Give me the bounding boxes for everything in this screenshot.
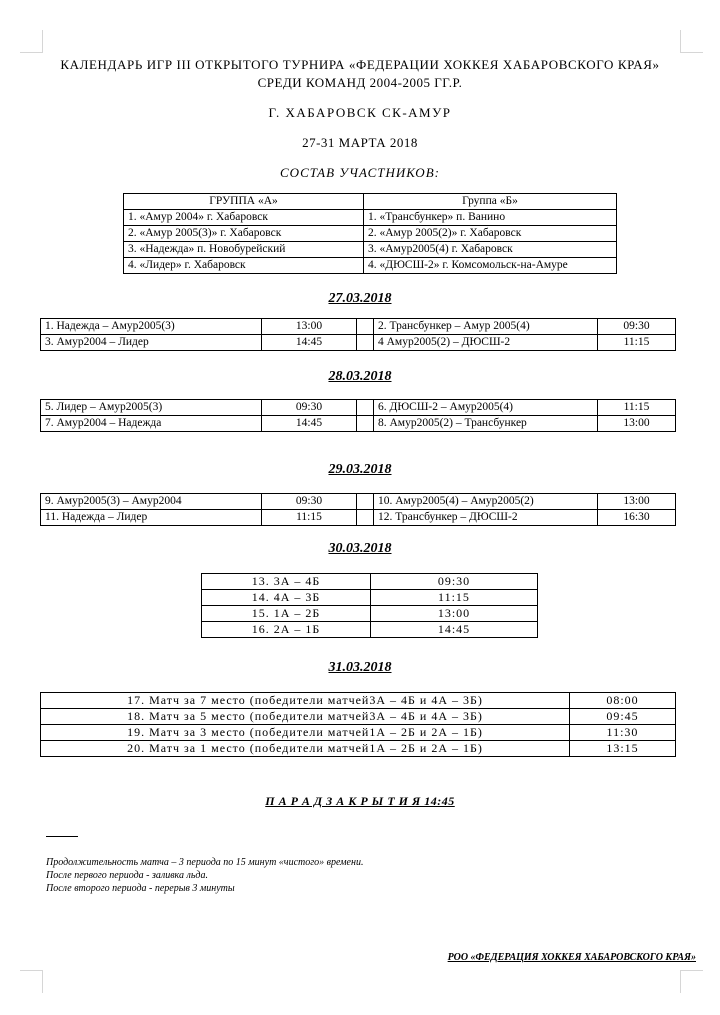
table-row bbox=[41, 693, 676, 709]
day1-schedule-table bbox=[40, 318, 676, 351]
day4-schedule-table bbox=[201, 573, 538, 638]
match-cell: 3. Амур2004 – Лидер bbox=[41, 335, 262, 351]
time-cell: 11:15 bbox=[598, 335, 676, 351]
match-cell: 19. Матч за 3 место (победители матчей1А – 2Б и 2А – 1Б) bbox=[41, 725, 570, 741]
notes bbox=[46, 856, 363, 895]
spacer-cell bbox=[357, 494, 374, 510]
group-a-team: 3. «Надежда» п. Новобурейский bbox=[124, 242, 364, 258]
match-cell: 4 Амур2005(2) – ДЮСШ-2 bbox=[374, 335, 598, 351]
time-cell: 11:15 bbox=[262, 510, 357, 526]
table-row bbox=[124, 210, 617, 226]
match-cell: 18. Матч за 5 место (победители матчей3А – 4Б и 4А – 3Б) bbox=[41, 709, 570, 725]
group-b-team: 4. «ДЮСШ-2» г. Комсомольск-на-Амуре bbox=[364, 258, 617, 274]
table-row bbox=[41, 709, 676, 725]
spacer-cell bbox=[357, 510, 374, 526]
table-row bbox=[202, 606, 538, 622]
time-cell: 11:15 bbox=[598, 400, 676, 416]
spacer-cell bbox=[357, 335, 374, 351]
crop-mark-top-right bbox=[680, 30, 703, 53]
participants-heading: СОСТАВ УЧАСТНИКОВ: bbox=[280, 165, 440, 180]
day2-schedule-table bbox=[40, 399, 676, 432]
table-row bbox=[202, 622, 538, 638]
table-row bbox=[41, 741, 676, 757]
time-cell: 13:00 bbox=[598, 494, 676, 510]
match-cell: 15. 1А – 2Б bbox=[202, 606, 371, 622]
footer-organization: РОО «ФЕДЕРАЦИЯ ХОККЕЯ ХАБАРОВСКОГО КРАЯ» bbox=[447, 952, 696, 963]
time-cell: 14:45 bbox=[262, 416, 357, 432]
note-line: После первого периода - заливка льда. bbox=[46, 870, 208, 881]
table-row bbox=[202, 574, 538, 590]
time-cell: 09:30 bbox=[262, 494, 357, 510]
table-row bbox=[202, 590, 538, 606]
time-cell: 14:45 bbox=[262, 335, 357, 351]
time-cell: 09:45 bbox=[570, 709, 676, 725]
note-line: После второго периода - перерыв 3 минуты bbox=[46, 883, 235, 894]
groups-table bbox=[123, 193, 617, 274]
closing-parade: П А Р А Д З А К Р Ы Т И Я 14:45 bbox=[265, 794, 455, 808]
day5-schedule-table bbox=[40, 692, 676, 757]
time-cell: 08:00 bbox=[570, 693, 676, 709]
table-row bbox=[124, 258, 617, 274]
day1-date: 27.03.2018 bbox=[328, 291, 392, 306]
match-cell: 13. 3А – 4Б bbox=[202, 574, 371, 590]
table-row bbox=[41, 416, 676, 432]
day3-schedule-table bbox=[40, 493, 676, 526]
group-a-team: 4. «Лидер» г. Хабаровск bbox=[124, 258, 364, 274]
match-cell: 2. Трансбункер – Амур 2005(4) bbox=[374, 319, 598, 335]
time-cell: 09:30 bbox=[371, 574, 538, 590]
spacer-cell bbox=[357, 400, 374, 416]
group-b-team: 1. «Трансбункер» п. Ванино bbox=[364, 210, 617, 226]
group-b-header: Группа «Б» bbox=[364, 194, 617, 210]
match-cell: 5. Лидер – Амур2005(3) bbox=[41, 400, 262, 416]
time-cell: 16:30 bbox=[598, 510, 676, 526]
table-row bbox=[41, 400, 676, 416]
document-title-line2: СРЕДИ КОМАНД 2004-2005 ГГ.Р. bbox=[257, 75, 463, 90]
time-cell: 09:30 bbox=[598, 319, 676, 335]
note-line: Продолжительность матча – 3 периода по 15 минут «чистого» времени. bbox=[46, 857, 364, 868]
match-cell: 9. Амур2005(3) – Амур2004 bbox=[41, 494, 262, 510]
table-row bbox=[124, 226, 617, 242]
notes-divider bbox=[46, 836, 78, 837]
group-a-header: ГРУППА «А» bbox=[124, 194, 364, 210]
match-cell: 1. Надежда – Амур2005(3) bbox=[41, 319, 262, 335]
crop-mark-bottom-left bbox=[20, 970, 43, 993]
group-a-team: 1. «Амур 2004» г. Хабаровск bbox=[124, 210, 364, 226]
day3-date: 29.03.2018 bbox=[328, 462, 392, 477]
time-cell: 13:00 bbox=[371, 606, 538, 622]
day4-date: 30.03.2018 bbox=[328, 541, 392, 556]
crop-mark-bottom-right bbox=[680, 970, 703, 993]
match-cell: 17. Матч за 7 место (победители матчей3А – 4Б и 4А – 3Б) bbox=[41, 693, 570, 709]
time-cell: 11:15 bbox=[371, 590, 538, 606]
match-cell: 20. Матч за 1 место (победители матчей1А – 2Б и 2А – 1Б) bbox=[41, 741, 570, 757]
time-cell: 13:00 bbox=[262, 319, 357, 335]
spacer-cell bbox=[357, 319, 374, 335]
day5-date: 31.03.2018 bbox=[328, 660, 392, 675]
match-cell: 7. Амур2004 – Надежда bbox=[41, 416, 262, 432]
spacer-cell bbox=[357, 416, 374, 432]
location: Г. ХАБАРОВСК СК-АМУР bbox=[268, 105, 452, 120]
tournament-dates: 27-31 МАРТА 2018 bbox=[302, 135, 418, 150]
match-cell: 16. 2А – 1Б bbox=[202, 622, 371, 638]
match-cell: 8. Амур2005(2) – Трансбункер bbox=[374, 416, 598, 432]
table-row bbox=[41, 335, 676, 351]
match-cell: 6. ДЮСШ-2 – Амур2005(4) bbox=[374, 400, 598, 416]
time-cell: 11:30 bbox=[570, 725, 676, 741]
crop-mark-top-left bbox=[20, 30, 43, 53]
group-a-team: 2. «Амур 2005(3)» г. Хабаровск bbox=[124, 226, 364, 242]
table-row bbox=[41, 494, 676, 510]
time-cell: 13:15 bbox=[570, 741, 676, 757]
match-cell: 12. Трансбункер – ДЮСШ-2 bbox=[374, 510, 598, 526]
day2-date: 28.03.2018 bbox=[328, 369, 392, 384]
table-row bbox=[41, 319, 676, 335]
table-row bbox=[41, 510, 676, 526]
document-title-line1: КАЛЕНДАРЬ ИГР III ОТКРЫТОГО ТУРНИРА «ФЕДЕРАЦИИ ХОККЕЯ ХАБАРОВСКОГО КРАЯ» bbox=[60, 57, 660, 72]
group-b-team: 2. «Амур 2005(2)» г. Хабаровск bbox=[364, 226, 617, 242]
table-row bbox=[124, 242, 617, 258]
groups-header-row bbox=[124, 194, 617, 210]
table-row bbox=[41, 725, 676, 741]
time-cell: 14:45 bbox=[371, 622, 538, 638]
match-cell: 11. Надежда – Лидер bbox=[41, 510, 262, 526]
group-b-team: 3. «Амур2005(4) г. Хабаровск bbox=[364, 242, 617, 258]
match-cell: 14. 4А – 3Б bbox=[202, 590, 371, 606]
time-cell: 13:00 bbox=[598, 416, 676, 432]
match-cell: 10. Амур2005(4) – Амур2005(2) bbox=[374, 494, 598, 510]
time-cell: 09:30 bbox=[262, 400, 357, 416]
